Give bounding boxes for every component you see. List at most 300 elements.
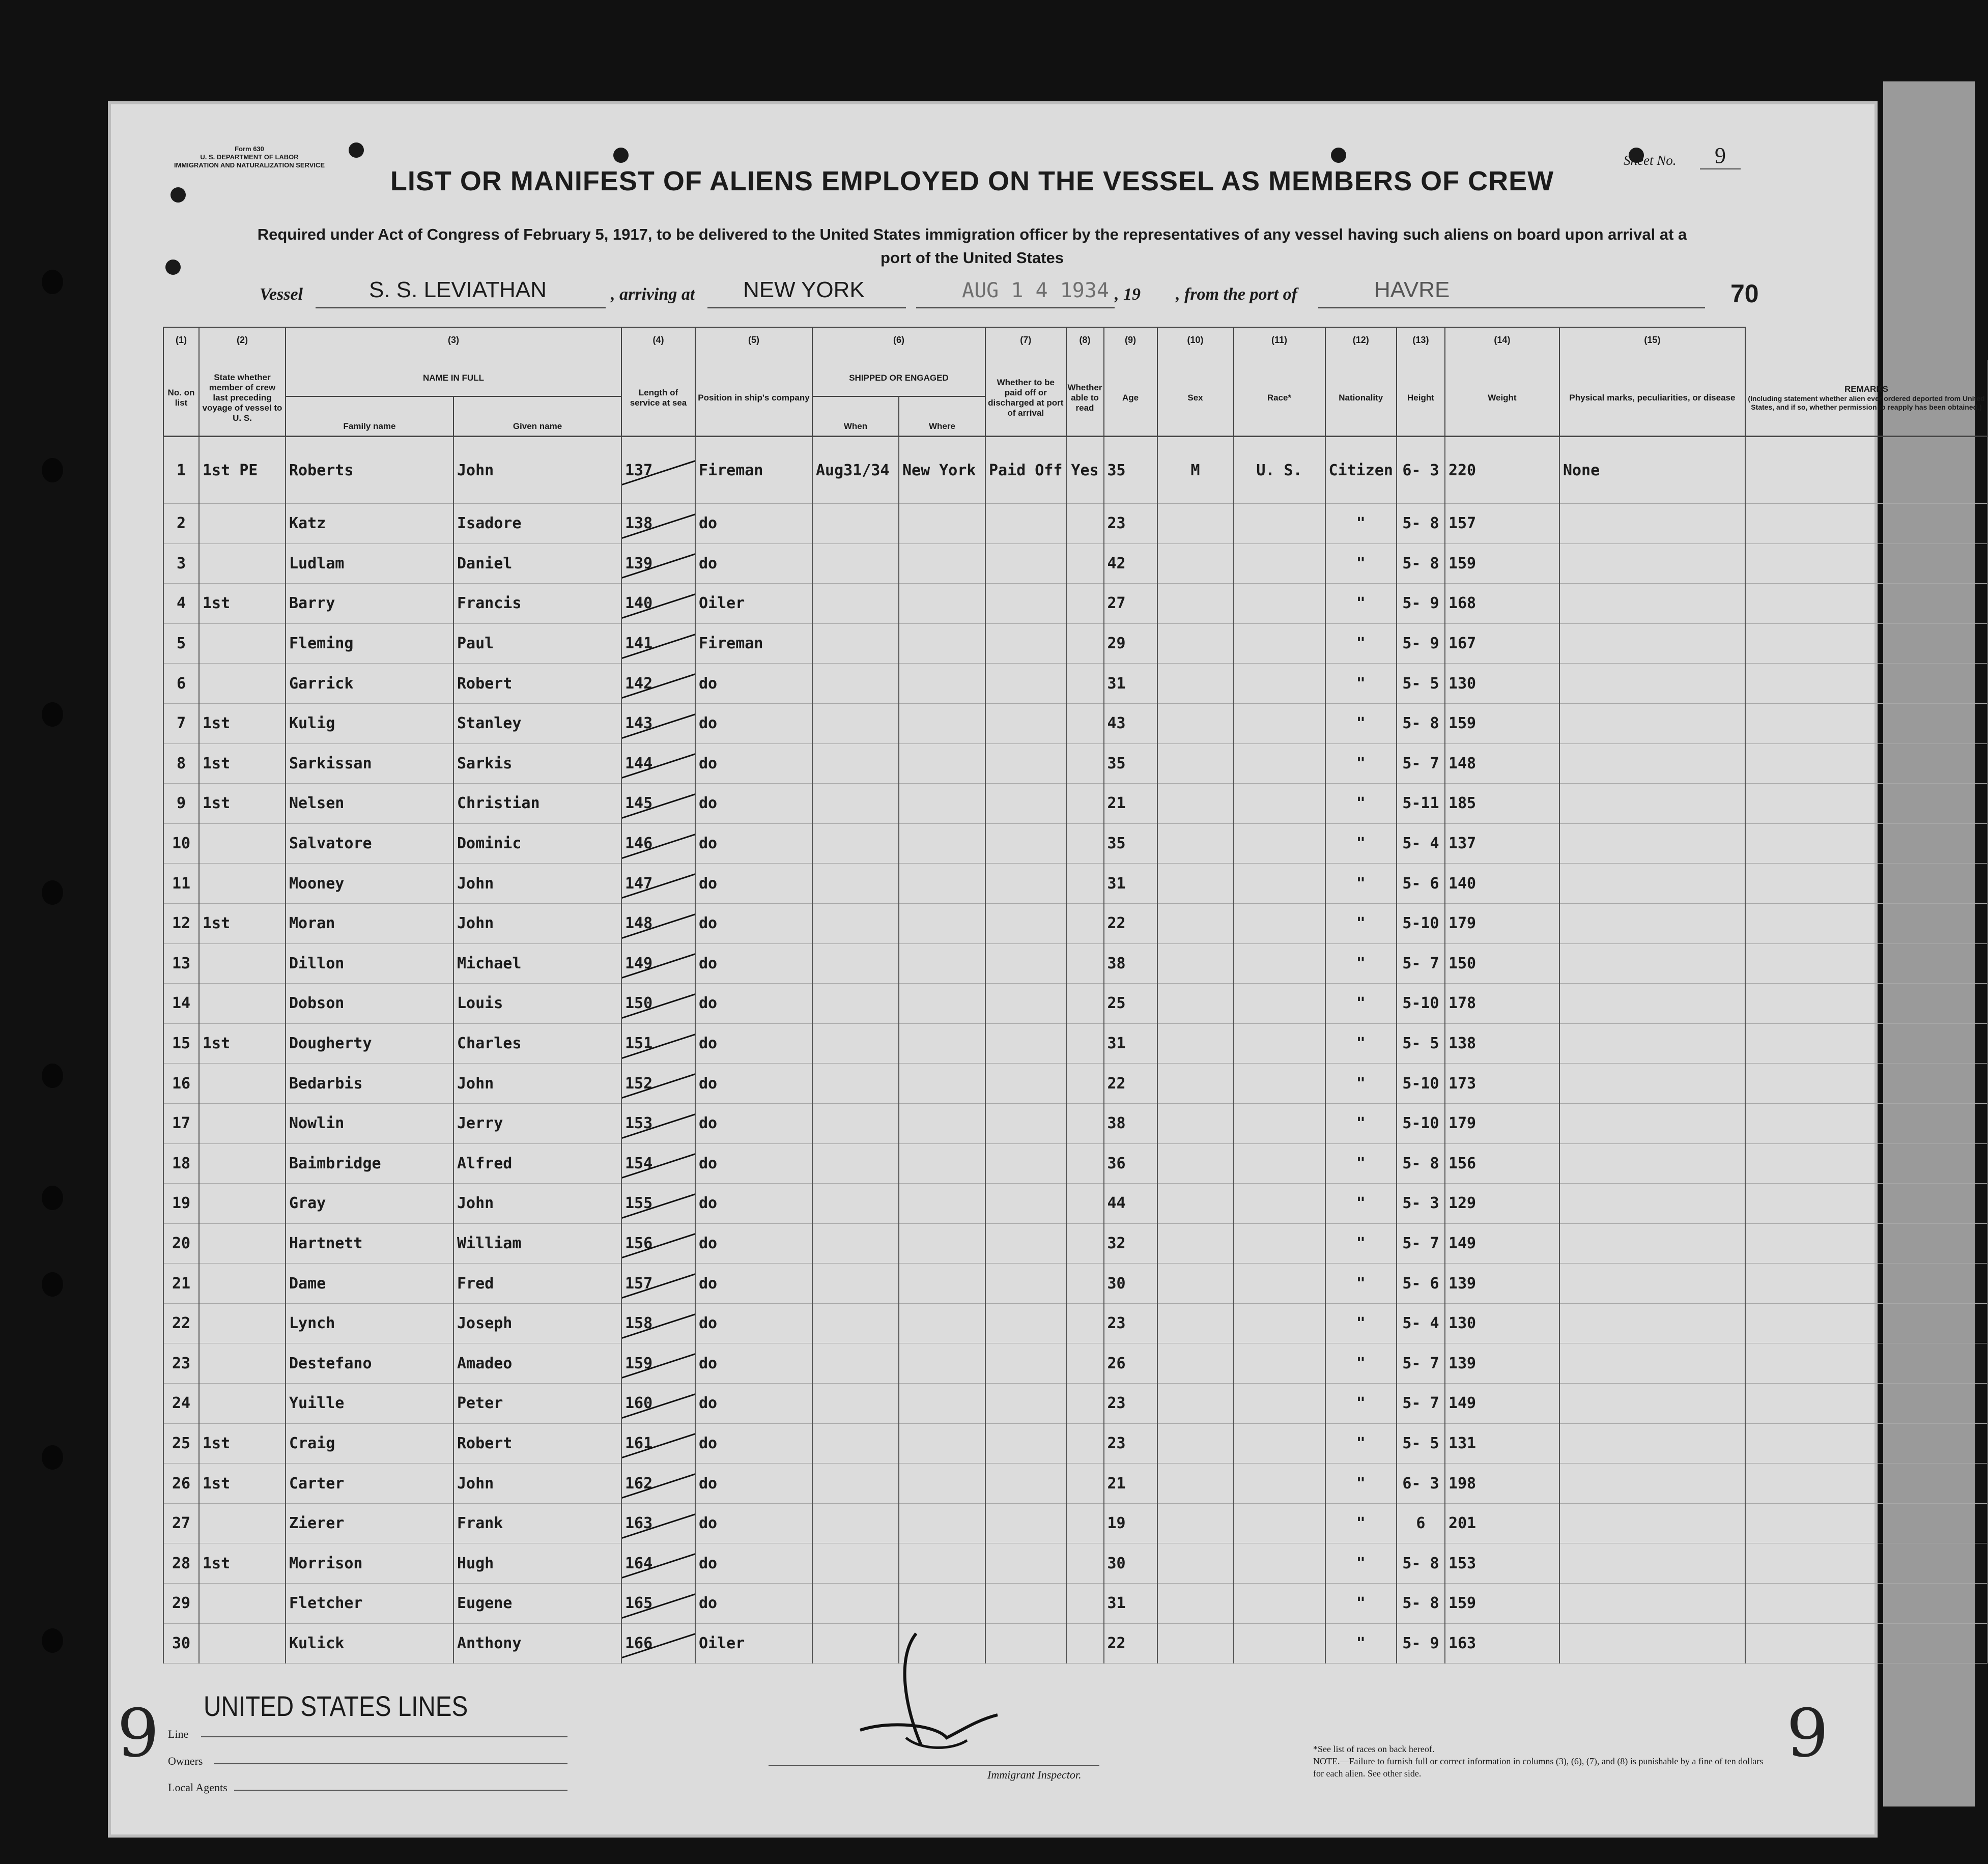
length-of-service-cell: 166 bbox=[621, 1623, 695, 1664]
shipped-when-cell bbox=[812, 1303, 899, 1343]
length-of-service-cell: 152 bbox=[621, 1064, 695, 1104]
weight-cell: 148 bbox=[1445, 743, 1559, 784]
prev-voyage-cell: 1st bbox=[199, 1023, 286, 1064]
table-row bbox=[163, 1384, 1987, 1424]
prev-voyage-cell: 1st bbox=[199, 903, 286, 943]
nationality-cell: " bbox=[1325, 903, 1397, 943]
shipped-where-cell bbox=[899, 1143, 985, 1184]
race-cell bbox=[1234, 1584, 1325, 1624]
sex-cell bbox=[1157, 903, 1234, 943]
sex-cell bbox=[1157, 1143, 1234, 1184]
race-cell bbox=[1234, 1423, 1325, 1464]
binder-hole bbox=[42, 458, 63, 482]
given-name-cell: Isadore bbox=[453, 504, 621, 544]
age-cell: 42 bbox=[1104, 543, 1157, 584]
nationality-cell: " bbox=[1325, 1303, 1397, 1343]
length-of-service-cell: 137 bbox=[621, 437, 695, 504]
race-cell bbox=[1234, 1064, 1325, 1104]
row-number-cell: 22 bbox=[163, 1303, 199, 1343]
tick-stroke bbox=[621, 455, 695, 486]
given-name-cell: Alfred bbox=[453, 1143, 621, 1184]
position-cell: do bbox=[695, 943, 812, 984]
height-cell: 5- 8 bbox=[1397, 703, 1445, 743]
tick-stroke bbox=[621, 1429, 695, 1459]
from-label: , from the port of bbox=[1176, 285, 1297, 304]
paid-off-cell bbox=[985, 1023, 1066, 1064]
family-name-cell: Kulick bbox=[286, 1623, 453, 1664]
remarks-cell bbox=[1745, 1623, 1987, 1664]
position-cell: do bbox=[695, 1064, 812, 1104]
tick-stroke bbox=[621, 1389, 695, 1419]
header-sex: Sex bbox=[1157, 360, 1234, 437]
race-cell bbox=[1234, 1223, 1325, 1264]
col-num: (12) bbox=[1325, 327, 1397, 360]
remarks-cell bbox=[1745, 1343, 1987, 1384]
shipped-where-cell bbox=[899, 1384, 985, 1424]
given-name-cell: Robert bbox=[453, 664, 621, 704]
sex-cell bbox=[1157, 1384, 1234, 1424]
nationality-cell: " bbox=[1325, 823, 1397, 864]
tick-stroke bbox=[621, 869, 695, 899]
given-name-cell: Paul bbox=[453, 623, 621, 664]
height-cell: 5- 4 bbox=[1397, 1303, 1445, 1343]
paid-off-cell bbox=[985, 903, 1066, 943]
physical-marks-cell bbox=[1559, 1503, 1745, 1543]
remarks-cell bbox=[1745, 1503, 1987, 1543]
family-name-cell: Salvatore bbox=[286, 823, 453, 864]
remarks-cell bbox=[1745, 864, 1987, 904]
tick-stroke bbox=[621, 789, 695, 819]
paid-off-cell bbox=[985, 1264, 1066, 1304]
table-row bbox=[163, 1503, 1987, 1543]
length-of-service-cell: 161 bbox=[621, 1423, 695, 1464]
height-cell: 5- 3 bbox=[1397, 1184, 1445, 1224]
prev-voyage-cell: 1st bbox=[199, 1423, 286, 1464]
height-cell: 5- 8 bbox=[1397, 1143, 1445, 1184]
sex-cell bbox=[1157, 1464, 1234, 1504]
height-cell: 5- 9 bbox=[1397, 623, 1445, 664]
shipped-where-cell bbox=[899, 1303, 985, 1343]
nationality-cell: Citizen bbox=[1325, 437, 1397, 504]
given-name-cell: Amadeo bbox=[453, 1343, 621, 1384]
family-name-cell: Fletcher bbox=[286, 1584, 453, 1624]
physical-marks-cell bbox=[1559, 943, 1745, 984]
shipped-when-cell bbox=[812, 743, 899, 784]
col-num: (2) bbox=[199, 327, 286, 360]
header-race: Race* bbox=[1234, 360, 1325, 437]
handwritten-mark-right: 9 bbox=[1786, 1695, 1829, 1772]
length-of-service-cell: 138 bbox=[621, 504, 695, 544]
shipped-where-cell bbox=[899, 504, 985, 544]
header-family-name: Family name bbox=[286, 396, 453, 437]
able-to-read-cell bbox=[1066, 1064, 1104, 1104]
height-cell: 5- 9 bbox=[1397, 584, 1445, 624]
position-cell: do bbox=[695, 703, 812, 743]
given-name-cell: Daniel bbox=[453, 543, 621, 584]
position-cell: do bbox=[695, 1384, 812, 1424]
physical-marks-cell bbox=[1559, 864, 1745, 904]
remarks-cell bbox=[1745, 1423, 1987, 1464]
prev-voyage-cell bbox=[199, 543, 286, 584]
height-cell: 5- 7 bbox=[1397, 1384, 1445, 1424]
position-cell: do bbox=[695, 1464, 812, 1504]
race-cell bbox=[1234, 1143, 1325, 1184]
row-number-cell: 19 bbox=[163, 1184, 199, 1224]
table-row bbox=[163, 623, 1987, 664]
family-name-cell: Morrison bbox=[286, 1543, 453, 1584]
age-cell: 25 bbox=[1104, 984, 1157, 1024]
tick-stroke bbox=[621, 909, 695, 939]
table-row bbox=[163, 743, 1987, 784]
weight-cell: 185 bbox=[1445, 784, 1559, 824]
row-number-cell: 1 bbox=[163, 437, 199, 504]
age-cell: 19 bbox=[1104, 1503, 1157, 1543]
row-number-cell: 24 bbox=[163, 1384, 199, 1424]
header-weight: Weight bbox=[1445, 360, 1559, 437]
header-no-on-list: No. on list bbox=[163, 360, 199, 437]
shipped-where-cell bbox=[899, 1023, 985, 1064]
company-stamp: UNITED STATES LINES bbox=[204, 1690, 468, 1722]
shipped-where-cell bbox=[899, 1503, 985, 1543]
given-name-cell: John bbox=[453, 903, 621, 943]
height-cell: 5-10 bbox=[1397, 984, 1445, 1024]
paid-off-cell: Paid Off bbox=[985, 437, 1066, 504]
col-num: (1) bbox=[163, 327, 199, 360]
row-number-cell: 14 bbox=[163, 984, 199, 1024]
paid-off-cell bbox=[985, 1103, 1066, 1143]
age-cell: 31 bbox=[1104, 1584, 1157, 1624]
tick-stroke bbox=[621, 1109, 695, 1139]
race-cell bbox=[1234, 1623, 1325, 1664]
department-name: U. S. DEPARTMENT OF LABOR bbox=[200, 153, 299, 161]
age-cell: 36 bbox=[1104, 1143, 1157, 1184]
binder-hole bbox=[42, 1445, 63, 1470]
given-name-cell: Hugh bbox=[453, 1543, 621, 1584]
physical-marks-cell bbox=[1559, 1223, 1745, 1264]
footnotes bbox=[1313, 1743, 1771, 1780]
row-number-cell: 3 bbox=[163, 543, 199, 584]
weight-cell: 130 bbox=[1445, 1303, 1559, 1343]
age-cell: 44 bbox=[1104, 1184, 1157, 1224]
nationality-cell: " bbox=[1325, 1384, 1397, 1424]
weight-cell: 137 bbox=[1445, 823, 1559, 864]
paid-off-cell bbox=[985, 504, 1066, 544]
tick-stroke bbox=[621, 669, 695, 700]
header-able-to-read: Whether able to read bbox=[1066, 360, 1104, 437]
able-to-read-cell bbox=[1066, 1264, 1104, 1304]
given-name-cell: Joseph bbox=[453, 1303, 621, 1343]
length-of-service-cell: 144 bbox=[621, 743, 695, 784]
sex-cell: M bbox=[1157, 437, 1234, 504]
paid-off-cell bbox=[985, 623, 1066, 664]
punch-hole bbox=[613, 148, 629, 163]
nationality-cell: " bbox=[1325, 743, 1397, 784]
table-row bbox=[163, 1184, 1987, 1224]
age-cell: 21 bbox=[1104, 1464, 1157, 1504]
remarks-cell bbox=[1745, 543, 1987, 584]
family-name-cell: Nelsen bbox=[286, 784, 453, 824]
able-to-read-cell bbox=[1066, 823, 1104, 864]
age-cell: 23 bbox=[1104, 1423, 1157, 1464]
header-where: Where bbox=[899, 396, 985, 437]
position-cell: do bbox=[695, 1264, 812, 1304]
age-cell: 23 bbox=[1104, 504, 1157, 544]
nationality-cell: " bbox=[1325, 1584, 1397, 1624]
able-to-read-cell bbox=[1066, 1303, 1104, 1343]
weight-cell: 159 bbox=[1445, 703, 1559, 743]
row-number-cell: 23 bbox=[163, 1343, 199, 1384]
nationality-cell: " bbox=[1325, 1143, 1397, 1184]
physical-marks-cell bbox=[1559, 623, 1745, 664]
family-name-cell: Zierer bbox=[286, 1503, 453, 1543]
length-of-service-cell: 142 bbox=[621, 664, 695, 704]
weight-cell: 129 bbox=[1445, 1184, 1559, 1224]
family-name-cell: Lynch bbox=[286, 1303, 453, 1343]
remarks-cell bbox=[1745, 1384, 1987, 1424]
weight-cell: 139 bbox=[1445, 1343, 1559, 1384]
weight-cell: 157 bbox=[1445, 504, 1559, 544]
able-to-read-cell bbox=[1066, 1184, 1104, 1224]
shipped-where-cell bbox=[899, 664, 985, 704]
height-cell: 5- 7 bbox=[1397, 1223, 1445, 1264]
length-of-service-cell: 151 bbox=[621, 1023, 695, 1064]
vessel-label: Vessel bbox=[260, 285, 303, 304]
tick-stroke bbox=[621, 1149, 695, 1180]
table-row bbox=[163, 584, 1987, 624]
page-subtitle bbox=[163, 223, 1781, 270]
height-cell: 5- 5 bbox=[1397, 1423, 1445, 1464]
nationality-cell: " bbox=[1325, 1464, 1397, 1504]
physical-marks-cell bbox=[1559, 784, 1745, 824]
remarks-cell bbox=[1745, 664, 1987, 704]
family-name-cell: Mooney bbox=[286, 864, 453, 904]
prev-voyage-cell bbox=[199, 1303, 286, 1343]
physical-marks-cell: None bbox=[1559, 437, 1745, 504]
length-of-service-cell: 153 bbox=[621, 1103, 695, 1143]
punch-hole bbox=[349, 142, 364, 158]
table-row bbox=[163, 943, 1987, 984]
weight-cell: 179 bbox=[1445, 1103, 1559, 1143]
family-name-cell: Craig bbox=[286, 1423, 453, 1464]
row-number-cell: 4 bbox=[163, 584, 199, 624]
given-name-cell: John bbox=[453, 1184, 621, 1224]
length-of-service-cell: 155 bbox=[621, 1184, 695, 1224]
arriving-label: , arriving at bbox=[611, 285, 695, 304]
height-cell: 5-10 bbox=[1397, 1103, 1445, 1143]
position-cell: do bbox=[695, 864, 812, 904]
remarks-cell bbox=[1745, 584, 1987, 624]
paid-off-cell bbox=[985, 864, 1066, 904]
header-given-name: Given name bbox=[453, 396, 621, 437]
able-to-read-cell bbox=[1066, 903, 1104, 943]
position-cell: do bbox=[695, 543, 812, 584]
table-row bbox=[163, 823, 1987, 864]
paid-off-cell bbox=[985, 1543, 1066, 1584]
height-cell: 5- 8 bbox=[1397, 504, 1445, 544]
weight-cell: 167 bbox=[1445, 623, 1559, 664]
race-cell bbox=[1234, 1184, 1325, 1224]
tick-stroke bbox=[621, 1629, 695, 1659]
shipped-when-cell bbox=[812, 1584, 899, 1624]
able-to-read-cell bbox=[1066, 584, 1104, 624]
position-cell: Fireman bbox=[695, 623, 812, 664]
prev-voyage-cell: 1st bbox=[199, 584, 286, 624]
sex-cell bbox=[1157, 543, 1234, 584]
position-cell: do bbox=[695, 504, 812, 544]
table-row bbox=[163, 703, 1987, 743]
prev-voyage-cell bbox=[199, 1623, 286, 1664]
shipped-where-cell bbox=[899, 1064, 985, 1104]
tick-stroke bbox=[621, 1269, 695, 1299]
shipped-where-cell bbox=[899, 984, 985, 1024]
shipped-when-cell bbox=[812, 703, 899, 743]
race-cell bbox=[1234, 1023, 1325, 1064]
shipped-where-cell bbox=[899, 1584, 985, 1624]
shipped-where-cell bbox=[899, 584, 985, 624]
remarks-cell bbox=[1745, 1064, 1987, 1104]
physical-marks-cell bbox=[1559, 1143, 1745, 1184]
shipped-when-cell bbox=[812, 664, 899, 704]
table-row bbox=[163, 1303, 1987, 1343]
row-number-cell: 13 bbox=[163, 943, 199, 984]
length-of-service-cell: 156 bbox=[621, 1223, 695, 1264]
physical-marks-cell bbox=[1559, 743, 1745, 784]
age-cell: 43 bbox=[1104, 703, 1157, 743]
shipped-where-cell bbox=[899, 1464, 985, 1504]
tick-stroke bbox=[621, 1469, 695, 1499]
tick-stroke bbox=[621, 1069, 695, 1099]
prev-voyage-cell bbox=[199, 1064, 286, 1104]
physical-marks-cell bbox=[1559, 1584, 1745, 1624]
punch-hole bbox=[1331, 148, 1346, 163]
family-name-cell: Dobson bbox=[286, 984, 453, 1024]
header-prev-voyage: State whether member of crew last preceding voyage of vessel to U. S. bbox=[199, 360, 286, 437]
table-row bbox=[163, 1543, 1987, 1584]
header-physical-marks: Physical marks, peculiarities, or disease bbox=[1559, 360, 1745, 437]
physical-marks-cell bbox=[1559, 1303, 1745, 1343]
sex-cell bbox=[1157, 784, 1234, 824]
nationality-cell: " bbox=[1325, 1023, 1397, 1064]
shipped-when-cell bbox=[812, 1064, 899, 1104]
family-name-cell: Carter bbox=[286, 1464, 453, 1504]
paid-off-cell bbox=[985, 1303, 1066, 1343]
remarks-text: (Including statement whether alien ever ordered deported from United States, and if so, whether permission to reapply has been obtained.) bbox=[1748, 394, 1985, 411]
row-number-cell: 27 bbox=[163, 1503, 199, 1543]
tick-stroke bbox=[621, 1029, 695, 1059]
length-of-service-cell: 150 bbox=[621, 984, 695, 1024]
nationality-cell: " bbox=[1325, 584, 1397, 624]
position-cell: Fireman bbox=[695, 437, 812, 504]
line-field bbox=[201, 1736, 567, 1737]
tick-stroke bbox=[621, 1189, 695, 1219]
race-cell bbox=[1234, 1503, 1325, 1543]
shipped-when-cell bbox=[812, 823, 899, 864]
table-row bbox=[163, 864, 1987, 904]
shipped-where-cell bbox=[899, 903, 985, 943]
able-to-read-cell bbox=[1066, 664, 1104, 704]
sex-cell bbox=[1157, 1543, 1234, 1584]
prev-voyage-cell: 1st bbox=[199, 784, 286, 824]
family-name-cell: Bedarbis bbox=[286, 1064, 453, 1104]
shipped-where-cell bbox=[899, 1223, 985, 1264]
table-row bbox=[163, 664, 1987, 704]
remarks-cell bbox=[1745, 1023, 1987, 1064]
weight-cell: 149 bbox=[1445, 1384, 1559, 1424]
given-name-cell: Eugene bbox=[453, 1584, 621, 1624]
nationality-cell: " bbox=[1325, 1184, 1397, 1224]
paid-off-cell bbox=[985, 943, 1066, 984]
physical-marks-cell bbox=[1559, 903, 1745, 943]
position-cell: do bbox=[695, 1303, 812, 1343]
table-row bbox=[163, 784, 1987, 824]
nationality-cell: " bbox=[1325, 1064, 1397, 1104]
physical-marks-cell bbox=[1559, 1384, 1745, 1424]
shipped-where-cell bbox=[899, 743, 985, 784]
row-number-cell: 20 bbox=[163, 1223, 199, 1264]
race-cell bbox=[1234, 1543, 1325, 1584]
prev-voyage-cell bbox=[199, 1343, 286, 1384]
height-cell: 5- 5 bbox=[1397, 664, 1445, 704]
age-cell: 35 bbox=[1104, 743, 1157, 784]
prev-voyage-cell: 1st bbox=[199, 1543, 286, 1584]
physical-marks-cell bbox=[1559, 1184, 1745, 1224]
form-number: Form 630 bbox=[235, 145, 264, 153]
physical-marks-cell bbox=[1559, 1023, 1745, 1064]
paid-off-cell bbox=[985, 1584, 1066, 1624]
able-to-read-cell bbox=[1066, 543, 1104, 584]
length-of-service-cell: 139 bbox=[621, 543, 695, 584]
page-number: 70 bbox=[1730, 279, 1759, 308]
race-cell bbox=[1234, 943, 1325, 984]
age-cell: 22 bbox=[1104, 1064, 1157, 1104]
weight-cell: 159 bbox=[1445, 1584, 1559, 1624]
row-number-cell: 7 bbox=[163, 703, 199, 743]
given-name-cell: Fred bbox=[453, 1264, 621, 1304]
handwritten-mark-left: 9 bbox=[117, 1695, 159, 1772]
able-to-read-cell bbox=[1066, 1464, 1104, 1504]
col-num: (5) bbox=[695, 327, 812, 360]
given-name-cell: William bbox=[453, 1223, 621, 1264]
able-to-read-cell: Yes bbox=[1066, 437, 1104, 504]
paid-off-cell bbox=[985, 1503, 1066, 1543]
weight-cell: 179 bbox=[1445, 903, 1559, 943]
col-num: (3) bbox=[286, 327, 621, 360]
remarks-cell bbox=[1745, 1143, 1987, 1184]
race-cell bbox=[1234, 1384, 1325, 1424]
length-of-service-cell: 160 bbox=[621, 1384, 695, 1424]
family-name-cell: Kulig bbox=[286, 703, 453, 743]
family-name-cell: Roberts bbox=[286, 437, 453, 504]
given-name-cell: John bbox=[453, 864, 621, 904]
weight-cell: 140 bbox=[1445, 864, 1559, 904]
weight-cell: 198 bbox=[1445, 1464, 1559, 1504]
nationality-cell: " bbox=[1325, 623, 1397, 664]
shipped-when-cell bbox=[812, 1423, 899, 1464]
weight-cell: 159 bbox=[1445, 543, 1559, 584]
from-line bbox=[1318, 307, 1705, 308]
shipped-when-cell bbox=[812, 1023, 899, 1064]
able-to-read-cell bbox=[1066, 943, 1104, 984]
able-to-read-cell bbox=[1066, 1023, 1104, 1064]
physical-marks-cell bbox=[1559, 1464, 1745, 1504]
header-age: Age bbox=[1104, 360, 1157, 437]
paid-off-cell bbox=[985, 743, 1066, 784]
table-row bbox=[163, 1343, 1987, 1384]
sheet-label: Sheet No. bbox=[1624, 153, 1677, 168]
race-cell bbox=[1234, 1464, 1325, 1504]
family-name-cell: Dillon bbox=[286, 943, 453, 984]
weight-cell: 138 bbox=[1445, 1023, 1559, 1064]
